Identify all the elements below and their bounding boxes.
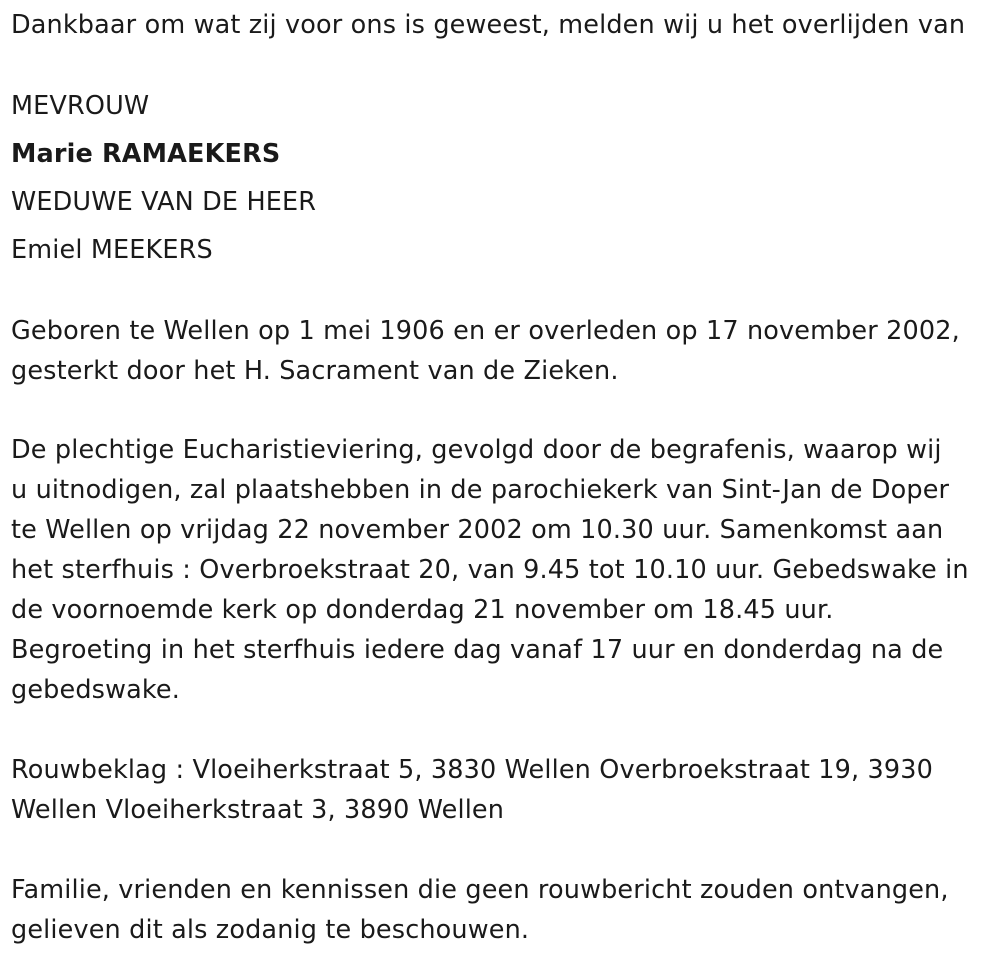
ceremony-line: Begroeting in het sterfhuis iedere dag vanaf 17 uur en donderdag na de <box>11 635 944 665</box>
birth-death-line: gesterkt door het H. Sacrament van de Zieken. <box>11 356 619 386</box>
condolences-paragraph <box>11 750 986 830</box>
closing-line: Familie, vrienden en kennissen die geen rouwbericht zouden ontvangen, <box>11 875 949 905</box>
deceased-name: Marie RAMAEKERS <box>11 139 281 169</box>
birth-death-line: Geboren te Wellen op 1 mei 1906 en er overleden op 17 november 2002, <box>11 316 960 346</box>
ceremony-line: de voornoemde kerk op donderdag 21 november om 18.45 uur. <box>11 595 834 625</box>
birth-death-paragraph <box>11 311 986 391</box>
closing-paragraph <box>11 870 986 950</box>
ceremony-line: gebedswake. <box>11 675 181 705</box>
spouse-name: Emiel MEEKERS <box>11 235 213 265</box>
ceremony-line: u uitnodigen, zal plaatshebben in de parochiekerk van Sint-Jan de Doper <box>11 475 950 505</box>
condolences-line: Rouwbeklag : Vloeiherkstraat 5, 3830 Wellen Overbroekstraat 19, 3930 <box>11 755 934 785</box>
title-prefix: MEVROUW <box>11 91 150 121</box>
widow-line: WEDUWE VAN DE HEER <box>11 187 317 217</box>
intro-text: Dankbaar om wat zij voor ons is geweest, melden wij u het overlijden van <box>11 10 966 40</box>
closing-line: gelieven dit als zodanig te beschouwen. <box>11 915 530 945</box>
ceremony-line: De plechtige Eucharistieviering, gevolgd door de begrafenis, waarop wij <box>11 435 942 465</box>
ceremony-line: het sterfhuis : Overbroekstraat 20, van 9.45 tot 10.10 uur. Gebedswake in <box>11 555 969 585</box>
ceremony-paragraph <box>11 430 986 710</box>
ceremony-line: te Wellen op vrijdag 22 november 2002 om 10.30 uur. Samenkomst aan <box>11 515 944 545</box>
condolences-line: Wellen Vloeiherkstraat 3, 3890 Wellen <box>11 795 505 825</box>
